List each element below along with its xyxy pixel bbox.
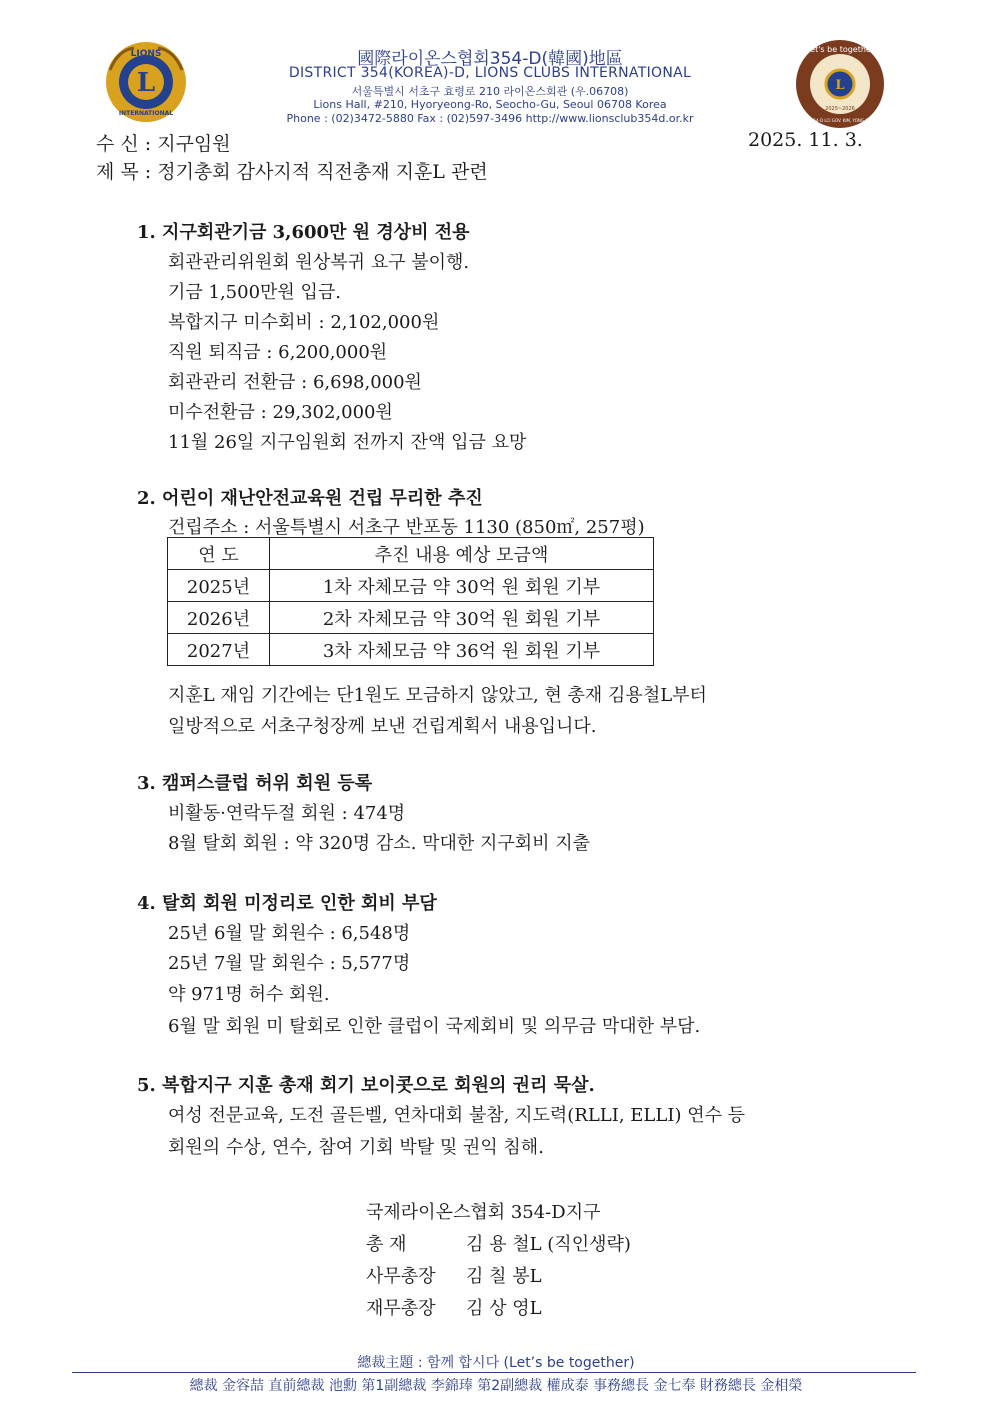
footer-officer-roster: 總裁 金容喆 直前總裁 池勳 第1副總裁 李錦琫 第2副總裁 權成泰 事務總長 金七奉 財務總長 金相榮 <box>189 1378 803 1394</box>
logo-bottom-text: INTERNATIONAL <box>118 110 174 117</box>
header-address-korean: 서울특별시 서초구 효령로 210 라이온스회관 (우.06708) <box>351 85 629 98</box>
seal-bottom-text: DIST.354-D LCI GOV. KIM, YONG-CHEOL <box>800 118 880 123</box>
logo-letter: L <box>136 68 156 98</box>
seal-years: 2025~2026 <box>825 106 855 112</box>
seal-top-text: Let's be together <box>805 45 875 54</box>
table-header-year: 연 도 <box>168 538 270 570</box>
section-2-address: 건립주소 : 서울특별시 서초구 반포동 1130 (850㎡, 257평) <box>168 517 645 538</box>
table-row <box>168 602 654 634</box>
table-cell-plan: 2차 자체모금 약 30억 원 회원 기부 <box>270 602 654 634</box>
header-contact: Phone : (02)3472-5880 Fax : (02)597-3496 http://www.lionsclub354d.or.kr <box>286 112 694 125</box>
signature-secretary-title: 사무총장 <box>366 1266 436 1287</box>
table-header-plan: 추진 내용 예상 모금액 <box>270 538 654 570</box>
section-5-heading: 5. 복합지구 지훈 총재 회기 보이콧으로 회원의 권리 묵살. <box>137 1075 595 1096</box>
section-2-note: 지훈L 재임 기간에는 단1원도 모금하지 않았고, 현 총재 김용철L부터 <box>168 685 707 706</box>
svg-text:L: L <box>835 78 845 93</box>
header-org-name-korean: 國際라이온스협회354-D(韓國)地區 <box>357 49 623 69</box>
section-3-line: 8월 탈회 회원 : 약 320명 감소. 막대한 지구회비 지출 <box>168 833 591 854</box>
table-row <box>168 570 654 602</box>
signature-treasurer-name: 김 상 영L <box>466 1298 542 1319</box>
logo-top-text: LIONS <box>130 49 162 59</box>
table-cell-plan: 3차 자체모금 약 36억 원 회원 기부 <box>270 634 654 666</box>
section-1-line: 기금 1,500만원 입금. <box>168 282 342 303</box>
signature-org: 국제라이온스협회 354-D지구 <box>366 1202 601 1223</box>
footer-divider <box>72 1372 916 1373</box>
section-1-line: 직원 퇴직금 : 6,200,000원 <box>168 342 388 363</box>
lions-international-logo <box>104 40 188 124</box>
section-4-line: 6월 말 회원 미 탈회로 인한 클럽이 국제회비 및 의무금 막대한 부담. <box>168 1016 701 1037</box>
section-4-line: 25년 6월 말 회원수 : 6,548명 <box>168 923 411 944</box>
table-row <box>168 634 654 666</box>
footer-theme: 總裁主題 : 함께 합시다 (Let’s be together) <box>357 1355 635 1371</box>
section-1-line: 복합지구 미수회비 : 2,102,000원 <box>168 312 440 333</box>
table-cell-year: 2025년 <box>168 570 270 602</box>
section-1-line: 11월 26일 지구임원회 전까지 잔액 입금 요망 <box>168 432 527 453</box>
table-cell-year: 2027년 <box>168 634 270 666</box>
section-4-line: 약 971명 허수 회원. <box>168 984 330 1005</box>
header-address-english: Lions Hall, #210, Hyoryeong-Ro, Seocho-Gu, Seoul 06708 Korea <box>313 98 667 111</box>
signature-governor-title: 총 재 <box>366 1234 407 1255</box>
district-governor-seal <box>794 38 886 130</box>
section-3-heading: 3. 캠퍼스클럽 허위 회원 등록 <box>137 773 373 794</box>
section-3-line: 비활동·연락두절 회원 : 474명 <box>168 803 406 824</box>
section-4-line: 25년 7월 말 회원수 : 5,577명 <box>168 953 411 974</box>
memo-date: 2025. 11. 3. <box>748 129 863 151</box>
section-5-line: 회원의 수상, 연수, 참여 기회 박탈 및 권익 침해. <box>168 1137 544 1158</box>
table-cell-year: 2026년 <box>168 602 270 634</box>
signature-governor-name: 김 용 철L (직인생략) <box>466 1234 631 1255</box>
section-2-heading: 2. 어린이 재난안전교육원 건립 무리한 추진 <box>137 488 483 509</box>
memo-recipient: 수 신 : 지구임원 <box>96 133 231 155</box>
section-1-line: 미수전환금 : 29,302,000원 <box>168 402 393 423</box>
section-2-note: 일방적으로 서초구청장께 보낸 건립계획서 내용입니다. <box>168 716 597 737</box>
table-header-row <box>168 538 654 570</box>
signature-secretary-name: 김 칠 봉L <box>466 1266 542 1287</box>
section-4-heading: 4. 탈회 회원 미정리로 인한 회비 부담 <box>137 893 437 914</box>
section-1-line: 회관관리위원회 원상복귀 요구 불이행. <box>168 252 470 273</box>
section-5-line: 여성 전문교육, 도전 골든벨, 연차대회 불참, 지도력(RLLI, ELLI) 연수 등 <box>168 1105 746 1126</box>
memo-subject: 제 목 : 정기총회 감사지적 직전총재 지훈L 관련 <box>96 161 488 183</box>
fundraising-plan-table <box>167 537 654 666</box>
section-1-line: 회관관리 전환금 : 6,698,000원 <box>168 372 422 393</box>
signature-treasurer-title: 재무총장 <box>366 1298 436 1319</box>
table-cell-plan: 1차 자체모금 약 30억 원 회원 기부 <box>270 570 654 602</box>
section-1-heading: 1. 지구회관기금 3,600만 원 경상비 전용 <box>137 222 470 243</box>
header-org-name-english: DISTRICT 354(KOREA)-D, LIONS CLUBS INTERNATIONAL <box>288 65 692 81</box>
